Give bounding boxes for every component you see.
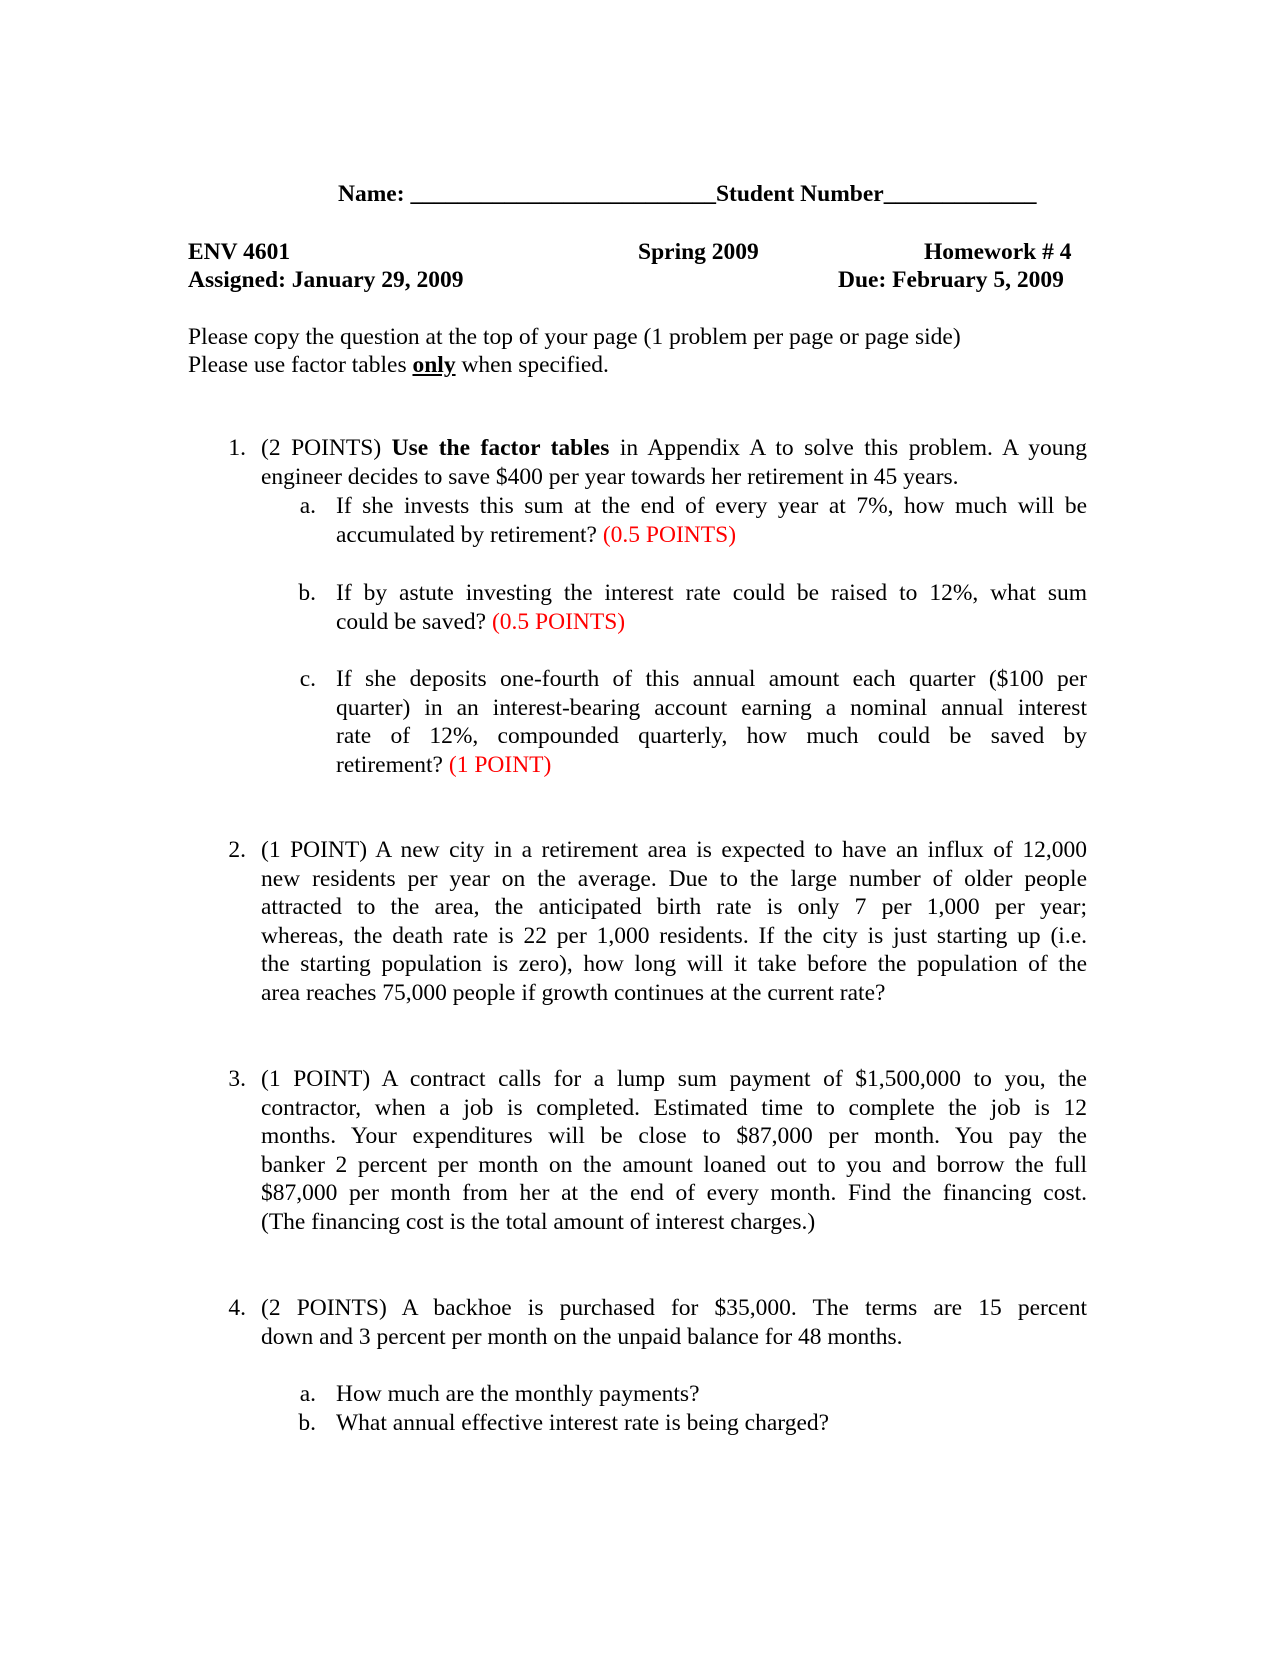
- problem-line: [261, 434, 1087, 463]
- problem-line: down and 3 percent per month on the unpaid balance for 48 months.: [261, 1323, 903, 1350]
- part-letter: b.: [298, 580, 316, 606]
- problem-line: (The financing cost is the total amount of interest charges.): [261, 1208, 816, 1235]
- part-letter: a.: [299, 493, 316, 519]
- problem-number: 3.: [228, 1066, 246, 1092]
- problem-line: banker 2 percent per month on the amount loaned out to you and borrow the full: [261, 1151, 1087, 1178]
- problem-line: area reaches 75,000 people if growth continues at the current rate?: [261, 979, 886, 1006]
- instruction-line-1: Please copy the question at the top of your page (1 problem per page or page side): [188, 324, 961, 350]
- part-line: quarter) in an interest-bearing account earning a nominal annual interest: [336, 694, 1087, 721]
- part-line: If she deposits one-fourth of this annual amount each quarter ($100 per: [336, 666, 1087, 692]
- part-text: retirement?: [336, 751, 443, 778]
- part-text: accumulated by retirement?: [336, 521, 597, 548]
- part-line: [336, 608, 1087, 637]
- term: Spring 2009: [638, 239, 759, 265]
- problem-line: new residents per year on the average. Due to the large number of older people: [261, 865, 1087, 892]
- instruction-emphasis: only: [412, 352, 456, 378]
- problem-line: months. Your expenditures will be close to $87,000 per month. You pay the: [261, 1123, 1087, 1149]
- instruction-text: when specified.: [455, 352, 609, 378]
- part-line: rate of 12%, compounded quarterly, how much could be saved by: [336, 723, 1087, 749]
- problem-line: attracted to the area, the anticipated birth rate is only 7 per 1,000 per year;: [261, 894, 1087, 920]
- name-blank: __________________________: [410, 181, 716, 207]
- problem-number: 4.: [228, 1295, 246, 1321]
- name-student-number-line: [338, 180, 1036, 208]
- problem-number: 2.: [228, 837, 246, 863]
- problem-1b-text: [336, 579, 1087, 636]
- part-line: If by astute investing the interest rate could be raised to 12%, what sum: [336, 580, 1087, 606]
- problem-4-text: [261, 1294, 1087, 1351]
- problem-line: (2 POINTS) A backhoe is purchased for $35,000. The terms are 15 percent: [261, 1295, 1087, 1321]
- problem-number: 1.: [228, 435, 246, 461]
- part-letter: a.: [299, 1381, 316, 1407]
- problem-line: (1 POINT) A new city in a retirement area is expected to have an influx of 12,000: [261, 837, 1087, 863]
- part-letter: b.: [298, 1410, 316, 1436]
- problem-4b-text: What annual effective interest rate is being charged?: [336, 1410, 830, 1436]
- problem-line: (1 POINT) A contract calls for a lump sum payment of $1,500,000 to you, the: [261, 1066, 1087, 1092]
- part-line: If she invests this sum at the end of every year at 7%, how much will be: [336, 493, 1087, 519]
- problem-line: contractor, when a job is completed. Estimated time to complete the job is 12: [261, 1094, 1087, 1121]
- problem-1a-text: [336, 492, 1087, 549]
- problem-1c-text: [336, 665, 1087, 779]
- points-label: (0.5 POINTS): [491, 608, 626, 635]
- problem-3-text: [261, 1065, 1087, 1236]
- problem-line: whereas, the death rate is 22 per 1,000 residents. If the city is just starting up (i.e.: [261, 922, 1087, 949]
- course-code: ENV 4601: [188, 239, 291, 265]
- part-line: [336, 751, 1087, 780]
- due-date: Due: February 5, 2009: [838, 267, 1064, 293]
- problem-2-text: [261, 836, 1087, 1007]
- name-label: Name:: [338, 181, 405, 207]
- points-label: (0.5 POINTS): [602, 521, 737, 548]
- student-number-label: Student Number: [715, 181, 884, 207]
- part-line: [336, 521, 1087, 550]
- part-text: could be saved?: [336, 608, 487, 635]
- problem-bold-text: Use the factor tables: [391, 435, 610, 461]
- problem-line: the starting population is zero), how long will it take before the population of the: [261, 951, 1087, 977]
- assigned-date: Assigned: January 29, 2009: [188, 267, 464, 293]
- homework-number: Homework # 4: [924, 239, 1072, 265]
- student-number-blank: _____________: [883, 181, 1037, 207]
- problem-text: (2 POINTS): [261, 435, 392, 461]
- problem-text: in Appendix A to solve this problem. A young: [609, 435, 1087, 461]
- problem-4a-text: How much are the monthly payments?: [336, 1381, 700, 1407]
- instruction-line-2: [188, 351, 609, 379]
- problem-1-text: [261, 434, 1087, 491]
- problem-line: $87,000 per month from her at the end of every month. Find the financing cost.: [261, 1180, 1087, 1206]
- instruction-text: Please use factor tables: [188, 352, 413, 378]
- points-label: (1 POINT): [448, 751, 552, 778]
- problem-line: engineer decides to save $400 per year towards her retirement in 45 years.: [261, 463, 959, 490]
- part-letter: c.: [299, 666, 316, 692]
